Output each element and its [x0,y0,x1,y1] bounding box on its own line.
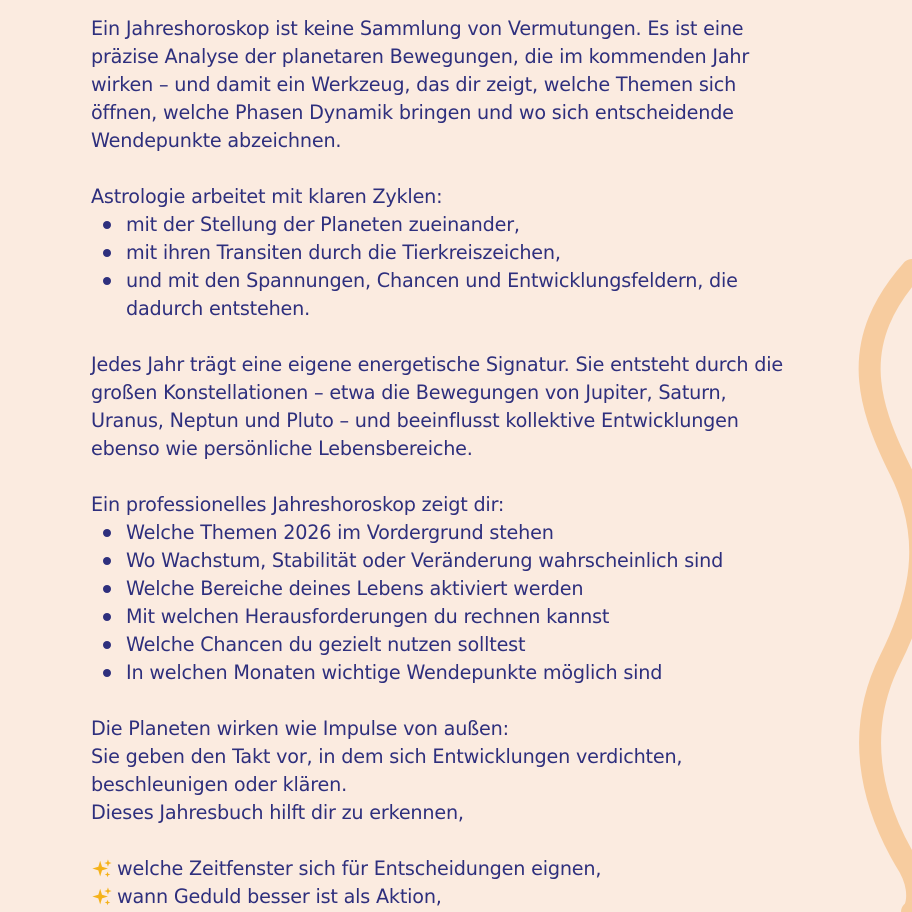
sparkle-item-text: wann Geduld besser ist als Aktion, [117,885,442,908]
list-item: Welche Bereiche deines Lebens aktiviert werden [91,575,831,603]
text-line: präzise Analyse der planetaren Bewegungen, die im kommenden Jahr [91,45,750,68]
professional-heading: Ein professionelles Jahreshoroskop zeigt dir: [91,493,505,516]
text-line: wirken – und damit ein Werkzeug, das dir zeigt, welche Themen sich [91,73,737,96]
sparkles-icon [91,858,113,880]
cycles-list [91,211,831,323]
text-line: öffnen, welche Phasen Dynamik bringen und wo sich entscheidende [91,101,734,124]
professional-list [91,519,831,687]
list-item: Mit welchen Herausforderungen du rechnen kannst [91,603,831,631]
cycles-heading: Astrologie arbeitet mit klaren Zyklen: [91,185,443,208]
main-text [91,15,831,911]
text-line: Dieses Jahresbuch hilft dir zu erkennen, [91,801,464,824]
text-line: Jedes Jahr trägt eine eigene energetische Signatur. Sie entsteht durch die [91,353,783,376]
sparkles-icon [91,886,113,908]
text-line: großen Konstellationen – etwa die Bewegungen von Jupiter, Saturn, [91,381,727,404]
sparkle-item [91,883,831,911]
text-line: Wendepunkte abzeichnen. [91,129,342,152]
intro-paragraph [91,15,831,155]
list-item: Welche Themen 2026 im Vordergrund stehen [91,519,831,547]
list-item: mit ihren Transiten durch die Tierkreiszeichen, [91,239,831,267]
list-item: mit der Stellung der Planeten zueinander, [91,211,831,239]
list-item: Welche Chancen du gezielt nutzen solltest [91,631,831,659]
text-line: Die Planeten wirken wie Impulse von außen: [91,717,509,740]
list-item: Wo Wachstum, Stabilität oder Veränderung wahrscheinlich sind [91,547,831,575]
list-item: und mit den Spannungen, Chancen und Entwicklungsfeldern, die dadurch entstehen. [91,267,766,323]
text-line: Sie geben den Takt vor, in dem sich Entwicklungen verdichten, [91,745,683,768]
text-line: Ein Jahreshoroskop ist keine Sammlung von Vermutungen. Es ist eine [91,17,744,40]
text-line: Uranus, Neptun und Pluto – und beeinflusst kollektive Entwicklungen [91,409,739,432]
signature-paragraph [91,351,831,463]
list-item: In welchen Monaten wichtige Wendepunkte möglich sind [91,659,831,687]
text-line: beschleunigen oder klären. [91,773,347,796]
sparkle-item-text: welche Zeitfenster sich für Entscheidungen eignen, [117,857,602,880]
impulses-paragraph [91,715,831,827]
text-line: ebenso wie persönliche Lebensbereiche. [91,437,473,460]
sparkle-item [91,855,831,883]
